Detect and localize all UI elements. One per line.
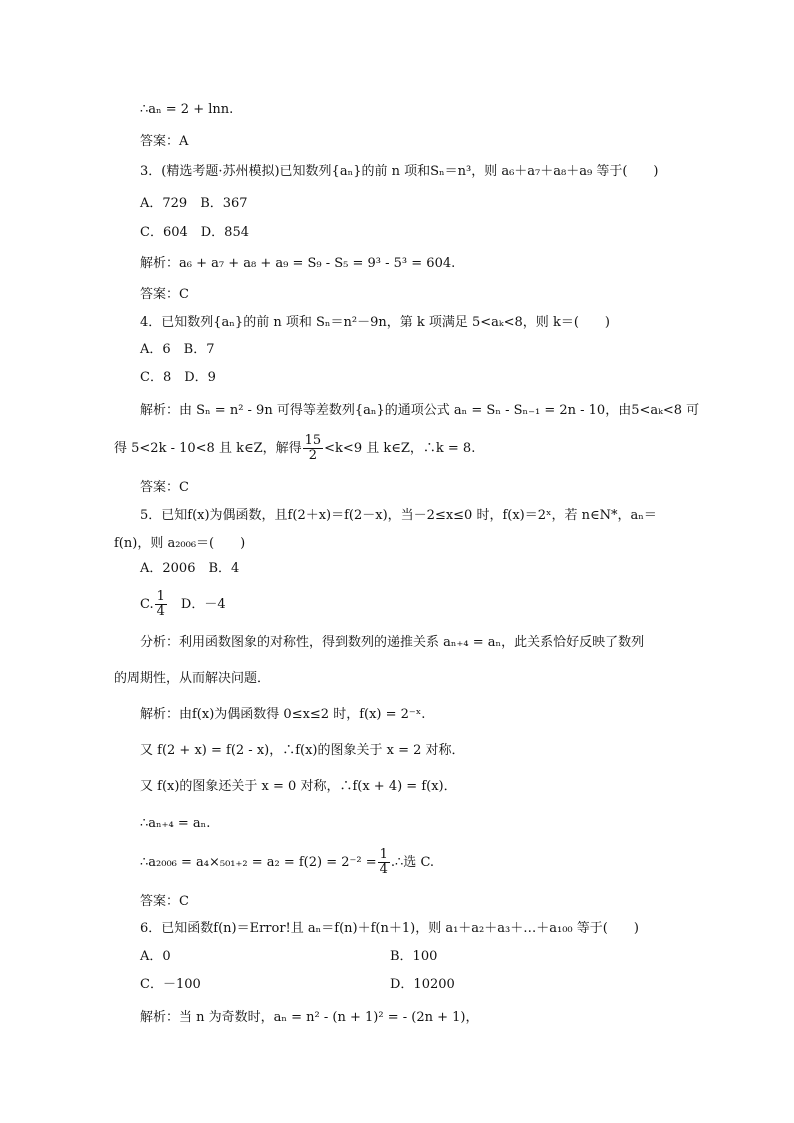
- question-5: 5．已知f(x)为偶函数，且f(2＋x)＝f(2－x)，当－2≤x≤0 时，f(x)＝2ˣ，若 n∈N*，aₙ＝: [140, 508, 657, 523]
- fraction-numerator: 15: [304, 433, 322, 448]
- fraction: [155, 590, 167, 619]
- text-segment: ∴a₂₀₀₆ = a₄×₅₀₁₊₂ = a₂ = f(2) = 2⁻² =: [140, 855, 377, 870]
- question-3: 3．(精选考题·苏州模拟)已知数列{aₙ}的前 n 项和Sₙ＝n³，则 a₆＋a₇＋a₈＋a₉ 等于( ): [140, 164, 659, 179]
- analysis-line: 解析：由 Sₙ = n² - 9n 可得等差数列{aₙ}的通项公式 aₙ = Sₙ - Sₙ₋₁ = 2n - 10，由5<aₖ<8 可: [140, 403, 700, 418]
- fraction-numerator: 1: [156, 589, 165, 604]
- answer-line: 答案：C: [140, 480, 189, 495]
- options-line: A．2006 B．4: [140, 561, 240, 576]
- option-c: C．－100: [140, 977, 201, 992]
- option-b: B．100: [390, 949, 438, 964]
- fraction-denominator: 4: [156, 604, 165, 619]
- analysis-line: 解析：当 n 为奇数时，aₙ = n² - (n + 1)² = - (2n + 1)，: [140, 1010, 479, 1025]
- text-segment: C.: [140, 597, 154, 612]
- options-line: C．604 D．854: [140, 225, 249, 240]
- option-a: A．0: [140, 949, 171, 964]
- text-segment: 得 5<2k - 10<8 且 k∈Z，解得: [114, 441, 302, 456]
- options-line: [140, 948, 438, 966]
- analysis-line: 解析：由f(x)为偶函数得 0≤x≤2 时，f(x) = 2⁻ˣ.: [140, 707, 426, 722]
- text-segment: <k<9 且 k∈Z，∴k = 8.: [324, 441, 476, 456]
- options-line: C．8 D．9: [140, 370, 216, 385]
- answer-line: 答案：C: [140, 894, 189, 909]
- question-6: 6．已知函数f(n)＝Error!且 aₙ＝f(n)＋f(n＋1)，则 a₁＋a₂＋a₃＋…＋a₁₀₀ 等于( ): [140, 921, 639, 936]
- analysis-line: 解析：a₆ + a₇ + a₈ + a₉ = S₉ - S₅ = 9³ - 5³ = 604.: [140, 256, 456, 271]
- analysis-line: 又 f(x)的图象还关于 x = 0 对称，∴f(x + 4) = f(x)．: [140, 779, 457, 794]
- analysis-line: [114, 434, 475, 463]
- fraction-numerator: 1: [379, 847, 388, 862]
- text-segment: D．－4: [167, 597, 226, 612]
- option-d: D．10200: [390, 977, 455, 992]
- answer-line: 答案：A: [140, 134, 189, 149]
- question-4: 4．已知数列{aₙ}的前 n 项和 Sₙ＝n²－9n，第 k 项满足 5<aₖ<8，则 k＝( ): [140, 315, 610, 330]
- options-line: [140, 590, 226, 619]
- analysis-line: ∴aₙ₊₄ = aₙ.: [140, 816, 211, 831]
- analysis-line: 分析：利用函数图象的对称性，得到数列的递推关系 aₙ₊₄ = aₙ，此关系恰好反映了数列: [140, 635, 645, 650]
- analysis-line: [140, 848, 434, 877]
- fraction-denominator: 2: [308, 448, 318, 463]
- text-line: ∴aₙ = 2 + lnn.: [140, 102, 234, 117]
- analysis-line: 又 f(2 + x) = f(2 - x)，∴f(x)的图象关于 x = 2 对称．: [140, 743, 465, 758]
- fraction: [303, 434, 324, 463]
- question-5-cont: f(n)，则 a₂₀₀₆＝( ): [114, 536, 246, 551]
- analysis-line: 的周期性，从而解决问题．: [114, 671, 271, 686]
- answer-line: 答案：C: [140, 287, 189, 302]
- options-line: [140, 976, 455, 994]
- text-segment: .∴选 C.: [390, 855, 435, 870]
- fraction: [378, 848, 390, 877]
- fraction-denominator: 4: [379, 862, 388, 877]
- options-line: A．6 B．7: [140, 342, 215, 357]
- options-line: A．729 B．367: [140, 196, 248, 211]
